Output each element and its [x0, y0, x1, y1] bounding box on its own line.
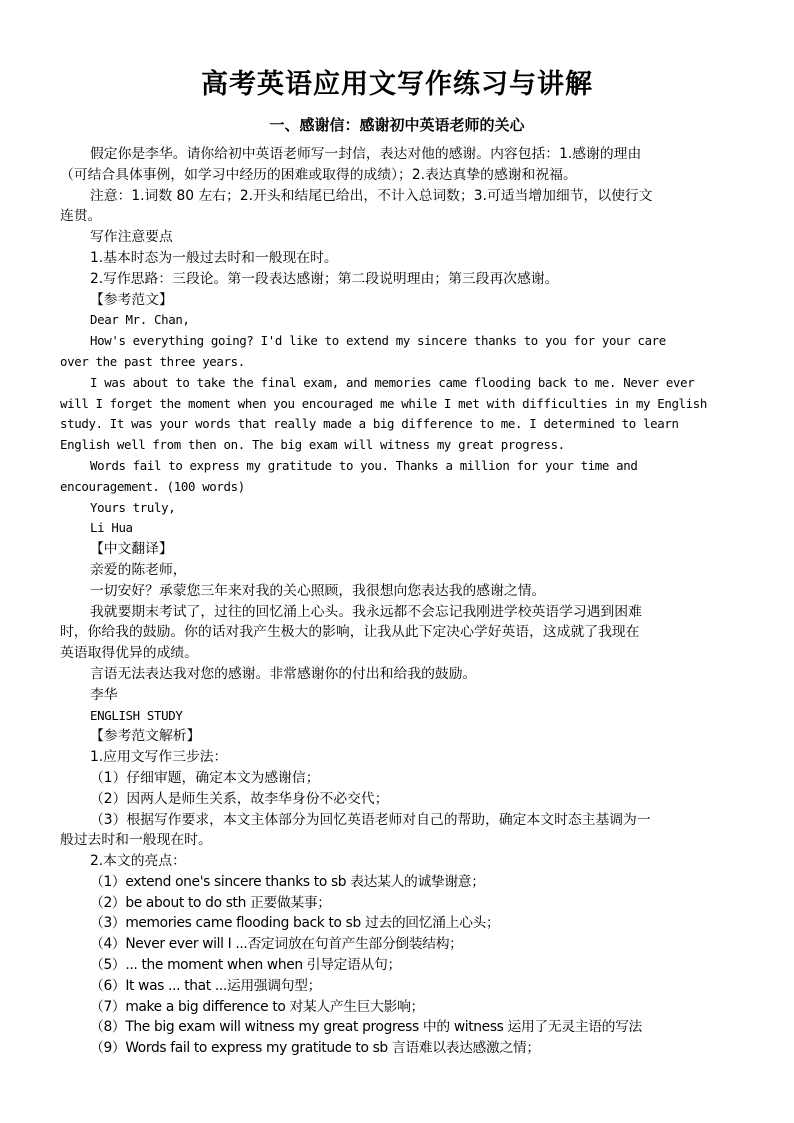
- text-line: （7）make a big difference to 对某人产生巨大影响；: [90, 998, 424, 1015]
- text-line: 【参考范文解析】: [90, 728, 201, 745]
- text-line: 时，你给我的鼓励。你的话对我产生极大的影响，让我从此下定决心学好英语，这成就了我现在: [60, 624, 640, 641]
- text-line: 般过去时和一般现在时。: [60, 832, 212, 849]
- text-line: encouragement. (100 words): [60, 478, 245, 494]
- text-line: 言语无法表达我对您的感谢。非常感谢你的付出和给我的鼓励。: [90, 665, 477, 682]
- text-line: （1）extend one's sincere thanks to sb 表达某人的诚挚谢意；: [90, 873, 485, 890]
- text-line: Li Hua: [90, 520, 133, 536]
- text-line: 【中文翻译】: [90, 541, 173, 558]
- text-line: 假定你是李华。请你给初中英语老师写一封信，表达对他的感谢。内容包括：1.感谢的理由: [90, 146, 642, 162]
- text-line: （4）Never ever will I ...否定词放在句首产生部分倒装结构；: [90, 936, 463, 953]
- text-line: ENGLISH STUDY: [90, 707, 183, 723]
- text-line: Dear Mr. Chan,: [90, 312, 190, 328]
- text-line: 我就要期末考试了，过往的回忆涌上心头。我永远都不会忘记我刚进学校英语学习遇到困难: [90, 603, 642, 620]
- text-line: 2.本文的亮点：: [90, 853, 186, 870]
- text-line: （2）be about to do sth 正要做某事；: [90, 894, 331, 911]
- section-heading: 一、感谢信：感谢初中英语老师的关心: [269, 116, 525, 134]
- text-line: （8）The big exam will witness my great progress 中的 witness 运用了无灵主语的写法: [90, 1019, 643, 1036]
- text-line: （2）因两人是师生关系，故李华身份不必交代；: [90, 790, 389, 807]
- text-line: 李华: [90, 686, 118, 703]
- text-line: 连贯。: [60, 208, 102, 225]
- text-line: English well from then on. The big exam will witness my great progress.: [60, 437, 565, 453]
- text-line: （可结合具体事例，如学习中经历的困难或取得的成绩）；2.表达真挚的感谢和祝福。: [60, 166, 577, 183]
- text-line: How's everything going? I'd like to extend my sincere thanks to you for your care: [90, 333, 666, 349]
- text-line: 亲爱的陈老师，: [90, 561, 187, 578]
- text-line: 一切安好？承蒙您三年来对我的关心照顾，我很想向您表达我的感谢之情。: [90, 582, 546, 599]
- text-line: 1.应用文写作三步法：: [90, 749, 228, 766]
- text-line: Yours truly,: [90, 499, 176, 515]
- text-line: （3）根据写作要求，本文主体部分为回忆英语老师对自己的帮助，确定本文时态主基调为一: [90, 811, 651, 828]
- text-line: （1）仔细审题，确定本文为感谢信；: [90, 769, 320, 786]
- text-line: I was about to take the final exam, and memories came flooding back to me. Never ever: [90, 374, 695, 390]
- text-line: over the past three years.: [60, 353, 245, 369]
- text-line: will I forget the moment when you encouraged me while I met with difficulties in my English: [60, 395, 707, 411]
- text-line: 英语取得优异的成绩。: [60, 645, 198, 662]
- text-line: （6）It was ... that ...运用强调句型；: [90, 977, 322, 994]
- text-line: （3）memories came flooding back to sb 过去的回忆涌上心头；: [90, 915, 500, 932]
- text-line: 1.基本时态为一般过去时和一般现在时。: [90, 249, 338, 266]
- text-line: study. It was your words that really made a big difference to me. I determined to learn: [60, 416, 679, 432]
- page-title: 高考英语应用文写作练习与讲解: [201, 69, 593, 100]
- text-line: 写作注意要点: [90, 229, 173, 246]
- document-body: [60, 144, 736, 1059]
- text-line: 2.写作思路：三段论。第一段表达感谢；第二段说明理由；第三段再次感谢。: [90, 270, 559, 287]
- text-line: （9）Words fail to express my gratitude to sb 言语难以表达感激之情；: [90, 1040, 540, 1057]
- text-line: 注意：1.词数 80 左右；2.开头和结尾已给出，不计入总词数；3.可适当增加细节，以使行文: [90, 187, 653, 204]
- text-line: 【参考范文】: [90, 291, 173, 308]
- text-line: （5）... the moment when when 引导定语从句；: [90, 957, 401, 974]
- text-line: Words fail to express my gratitude to you. Thanks a million for your time and: [90, 457, 638, 473]
